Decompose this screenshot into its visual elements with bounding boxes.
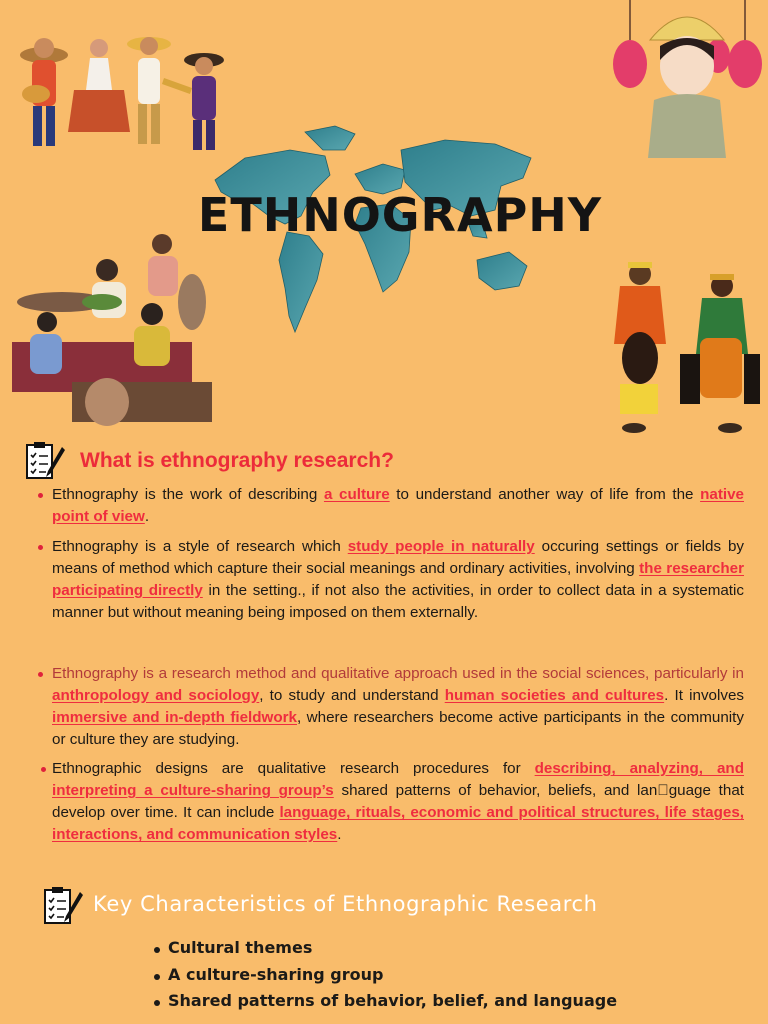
section-heading-what-is: What is ethnography research? bbox=[80, 449, 394, 472]
checklist-pen-icon bbox=[24, 441, 66, 483]
paragraph-definition-1: Ethnography is the work of describing a culture to understand another way of life from the native point of view. bbox=[52, 484, 744, 528]
list-item: Shared patterns of behavior, belief, and language bbox=[152, 991, 617, 1018]
highlight-study-people: study people in naturally bbox=[347, 538, 535, 555]
paragraph-definition-4: Ethnographic designs are qualitative research procedures for describing, analyzing, and interpreting a culture-sharing group’s shared patterns of behavior, beliefs, and lan guage that develop over time. It can include language, rituals, economic and political structures, life stages, interactions, and communication styles. bbox=[52, 758, 744, 846]
highlight-describing-analyzing: describing, analyzing, and interpreting a culture-sharing group’s bbox=[52, 760, 744, 799]
list-item: Cultural themes bbox=[152, 938, 617, 965]
highlight-anthropology-sociology: anthropology and sociology bbox=[52, 687, 260, 704]
pottery-makers-illustration bbox=[12, 232, 222, 432]
paragraph-definition-3: Ethnography is a research method and qualitative approach used in the social sciences, particularly in anthropology and sociology, to study and understand human societies and cultures. It involves immersive and in-depth fieldwork, where researchers become active participants in the community or culture they are studying. bbox=[52, 663, 744, 751]
key-characteristics-list bbox=[152, 938, 617, 1018]
highlight-language-rituals: language, rituals, economic and political structures, life stages, interactions, and communication styles bbox=[52, 804, 745, 843]
list-item: A culture-sharing group bbox=[152, 965, 617, 992]
highlight-native-point-of-view: native point of view bbox=[52, 486, 744, 525]
african-drummers-illustration bbox=[610, 258, 762, 434]
section-heading-key-characteristics: Key Characteristics of Ethnographic Research bbox=[93, 892, 598, 916]
asian-girl-lanterns-illustration bbox=[610, 0, 765, 158]
highlight-researcher-participating: the researcher participating directly bbox=[52, 560, 744, 599]
page-title: ETHNOGRAPHY bbox=[197, 188, 603, 242]
highlight-human-societies: human societies and cultures bbox=[444, 687, 665, 704]
paragraph-definition-2: Ethnography is a style of research which study people in naturally occuring settings or fields by means of method which capture their social meanings and ordinary activities, involving the researcher participating directly in the setting., if not also the activities, in order to collect data in a systematic manner but without meaning being imposed on them externally. bbox=[52, 536, 744, 624]
highlight-a-culture: a culture bbox=[323, 486, 390, 503]
highlight-immersive-fieldwork: immersive and in-depth fieldwork bbox=[52, 709, 298, 726]
mariachi-band-illustration bbox=[4, 20, 232, 155]
checklist-pen-icon bbox=[42, 886, 84, 928]
